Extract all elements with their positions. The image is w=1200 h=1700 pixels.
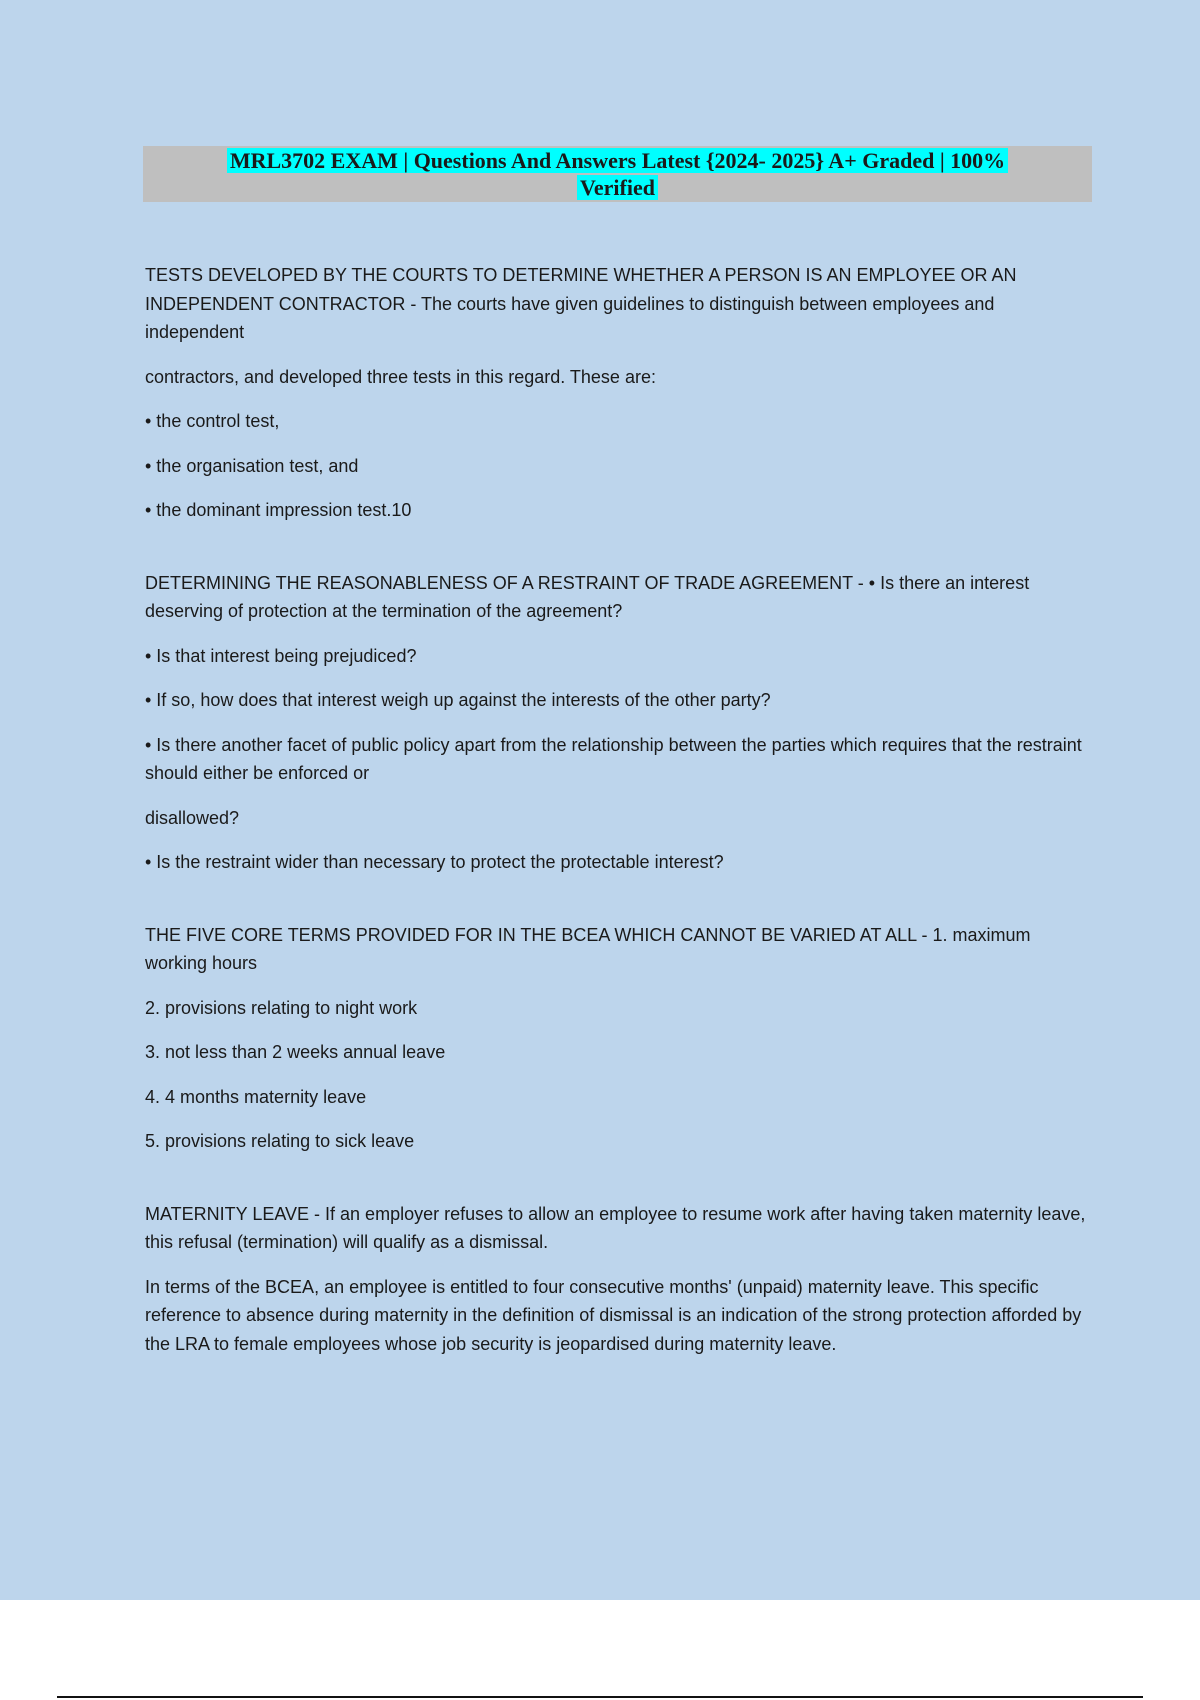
answer-paragraph: disallowed?: [145, 807, 240, 828]
bullet-item: • the dominant impression test.10: [145, 500, 412, 520]
numbered-item: 2. provisions relating to night work: [145, 997, 418, 1018]
question-bcea-core-terms: THE FIVE CORE TERMS PROVIDED FOR IN THE BCEA WHICH CANNOT BE VARIED AT ALL - 1. maximum working hours: [145, 924, 1031, 973]
question-employee-tests: TESTS DEVELOPED BY THE COURTS TO DETERMINE WHETHER A PERSON IS AN EMPLOYEE OR AN INDEPENDENT CONTRACTOR - The courts have given guidelines to distinguish between employees and independent: [145, 265, 1017, 342]
title-line-1: MRL3702 EXAM | Questions And Answers Latest {2024- 2025} A+ Graded | 100%: [227, 148, 1008, 173]
bullet-item: • the organisation test, and: [145, 455, 359, 476]
bullet-item: • If so, how does that interest weigh up against the interests of the other party?: [145, 690, 771, 710]
question-maternity-leave: MATERNITY LEAVE - If an employer refuses to allow an employee to resume work after having taken maternity leave, this refusal (termination) will qualify as a dismissal.: [145, 1203, 1086, 1252]
answer-paragraph: contractors, and developed three tests in this regard. These are:: [145, 366, 656, 387]
numbered-item: 3. not less than 2 weeks annual leave: [145, 1042, 446, 1062]
bullet-item: • Is there another facet of public policy apart from the relationship between the parties which requires that the restraint should either be enforced or: [145, 734, 1082, 783]
question-restraint-of-trade: DETERMINING THE REASONABLENESS OF A RESTRAINT OF TRADE AGREEMENT - • Is there an interest deserving of protection at the termination of the agreement?: [145, 572, 1030, 621]
section-bcea-core-terms: [145, 921, 1090, 1156]
answer-paragraph: In terms of the BCEA, an employee is entitled to four consecutive months' (unpaid) maternity leave. This specific reference to absence during maternity in the definition of dismissal is an indication of the strong protection afforded by the LRA to female employees whose job security is jeopardised during maternity leave.: [145, 1276, 1082, 1354]
bullet-item: • Is the restraint wider than necessary to protect the protectable interest?: [145, 852, 724, 872]
footer-divider: [57, 1696, 1143, 1698]
document-body: [145, 261, 1090, 1358]
document-title: [143, 146, 1092, 202]
numbered-item: 4. 4 months maternity leave: [145, 1086, 367, 1107]
section-maternity-leave: [145, 1200, 1090, 1359]
section-restraint-of-trade: [145, 569, 1090, 877]
section-employee-tests: [145, 261, 1090, 525]
bullet-item: • the control test,: [145, 411, 280, 431]
numbered-item: 5. provisions relating to sick leave: [145, 1131, 415, 1151]
title-line-2: Verified: [577, 175, 658, 200]
bullet-item: • Is that interest being prejudiced?: [145, 645, 417, 666]
